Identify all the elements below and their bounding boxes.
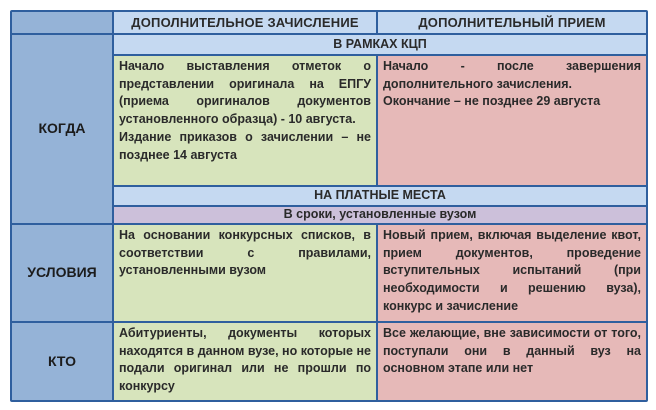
who-enrollment-cell <box>114 323 376 400</box>
band-paid-terms <box>114 207 646 223</box>
row-label-conditions <box>12 225 112 321</box>
column-header-additional-enrollment-text: ДОПОЛНИТЕЛЬНОЕ ЗАЧИСЛЕНИЕ <box>131 14 359 30</box>
row-label-when-text: КОГДА <box>38 120 86 137</box>
column-header-additional-admission-text: ДОПОЛНИТЕЛЬНЫЙ ПРИЕМ <box>418 14 606 30</box>
when-admission-end: Окончание – не позднее 29 августа <box>383 94 601 109</box>
when-admission-start: Начало - после завершения дополнительного зачисления. <box>383 59 641 91</box>
column-header-additional-enrollment <box>114 12 376 33</box>
when-enrollment-start: Начало выставления отметок о представлении оригинала на ЕПГУ (приема оригиналов документов установленного образца) - 10 августа. <box>119 59 371 127</box>
band-within-kcp-text: В РАМКАХ КЦП <box>333 36 427 51</box>
when-enrollment-orders: Издание приказов о зачислении – не позднее 14 августа <box>119 129 371 162</box>
when-enrollment-cell <box>114 56 376 185</box>
row-label-conditions-text: УСЛОВИЯ <box>27 264 97 281</box>
who-admission-cell <box>378 323 646 400</box>
row-label-who <box>12 323 112 400</box>
conditions-enrollment-cell <box>114 225 376 321</box>
empty-corner-cell <box>12 12 112 33</box>
band-paid-places-text: НА ПЛАТНЫЕ МЕСТА <box>314 188 446 203</box>
band-within-kcp <box>114 35 646 54</box>
who-enrollment-text: Абитуриенты, документы которых находятся в данном вузе, но которые не подали оригинал или не прошли по конкурсу <box>119 326 371 394</box>
conditions-enrollment-text: На основании конкурсных списков, в соответствии с правилами, установленными вузом <box>119 228 371 278</box>
conditions-admission-cell <box>378 225 646 321</box>
when-admission-cell <box>378 56 646 185</box>
row-label-who-text: КТО <box>48 352 76 369</box>
conditions-admission-text: Новый прием, включая выделение квот, прием документов, проведение вступительных испытаний (при необходимости и решению вуза), конкурс и зачисление <box>383 228 641 313</box>
band-paid-places <box>114 187 646 205</box>
column-header-additional-admission <box>378 12 646 33</box>
admission-table <box>10 10 648 402</box>
row-label-when <box>12 35 112 223</box>
who-admission-text: Все желающие, вне зависимости от того, поступали они в данный вуз на основном этапе или нет <box>383 326 641 376</box>
band-paid-terms-text: В сроки, установленные вузом <box>283 207 477 222</box>
